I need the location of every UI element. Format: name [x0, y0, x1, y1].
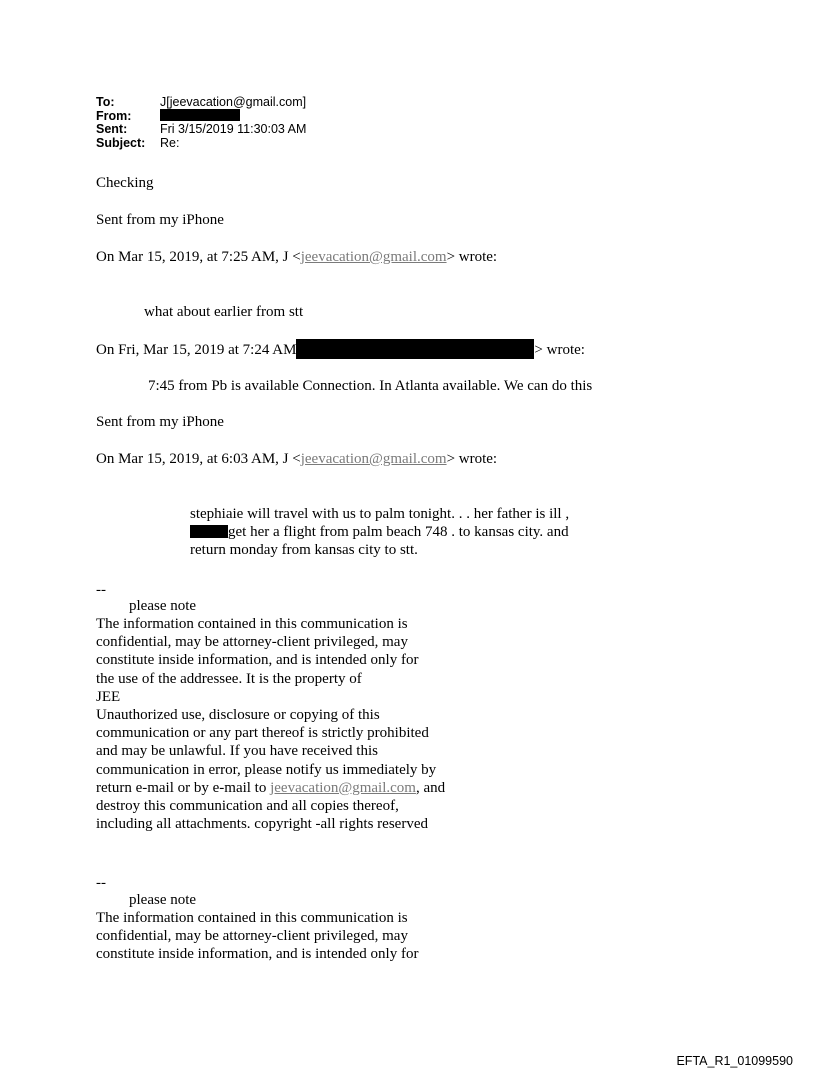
- quote1-prefix: On Mar 15, 2019, at 7:25 AM, J <: [96, 249, 301, 265]
- to-value: J[jeevacation@gmail.com]: [160, 95, 307, 109]
- email-line-suffix: , and: [415, 779, 446, 796]
- disclaimer-email-link[interactable]: jeevacation@gmail.com: [270, 779, 416, 796]
- disclaimer-2: [96, 909, 418, 964]
- disclaimer-line: confidential, may be attorney-client privileged, may: [96, 634, 408, 651]
- message-line-1: stephiaie will travel with us to palm tonight. . . her father is ill ,: [190, 506, 570, 522]
- disclaimer-line: JEE: [96, 688, 121, 705]
- disclaimer-line: constitute inside information, and is intended only for: [96, 946, 419, 963]
- checking-text: Checking: [96, 175, 154, 191]
- sent-value: Fri 3/15/2019 11:30:03 AM: [160, 122, 307, 136]
- subject-value: Re:: [160, 135, 180, 150]
- disclaimer-line: The information contained in this communication is: [96, 616, 408, 632]
- signature-separator-2: --: [96, 875, 106, 891]
- to-label: To:: [96, 95, 115, 109]
- sent-from-iphone-1: Sent from my iPhone: [96, 212, 224, 228]
- what-about-text: what about earlier from stt: [144, 304, 304, 320]
- redaction-box: [190, 525, 228, 538]
- disclaimer-line: the use of the addressee. It is the property of: [96, 670, 362, 687]
- sent-from-iphone-2: Sent from my iPhone: [96, 414, 224, 430]
- quote3-prefix: On Mar 15, 2019, at 6:03 AM, J <: [96, 451, 301, 467]
- quote-header-1: [96, 248, 497, 266]
- quote2-suffix: > wrote:: [534, 342, 585, 358]
- please-note-2: please note: [129, 892, 197, 908]
- signature-separator-1: --: [96, 582, 106, 598]
- from-label: From:: [96, 108, 132, 123]
- connection-text: 7:45 from Pb is available Connection. In Atlanta available. We can do this: [148, 378, 593, 394]
- disclaimer-line: Unauthorized use, disclosure or copying of this: [96, 706, 380, 723]
- disclaimer-line: destroy this communication and all copies thereof,: [96, 797, 399, 814]
- message-line-2: [190, 523, 569, 541]
- disclaimer-line: including all attachments. copyright -all rights reserved: [96, 816, 428, 833]
- quote-header-2: [96, 341, 585, 359]
- disclaimer-1: [96, 615, 445, 833]
- quote3-email-link[interactable]: jeevacation@gmail.com: [300, 451, 447, 467]
- disclaimer-line: communication or any part thereof is strictly prohibited: [96, 725, 429, 742]
- document-id: EFTA_R1_01099590: [676, 1054, 793, 1068]
- redaction-box: [160, 109, 240, 121]
- quote2-prefix: On Fri, Mar 15, 2019 at 7:24 AM: [96, 342, 297, 358]
- disclaimer-line: The information contained in this communication is: [96, 910, 408, 926]
- quote1-suffix: > wrote:: [446, 249, 498, 265]
- quote3-suffix: > wrote:: [446, 451, 498, 467]
- disclaimer-line: communication in error, please notify us immediately by: [96, 761, 437, 778]
- message-line-3: return monday from kansas city to stt.: [190, 542, 418, 559]
- redaction-box: [296, 339, 534, 359]
- subject-label: Subject:: [96, 135, 146, 150]
- email-line-prefix: return e-mail or by e-mail to: [96, 779, 271, 796]
- sent-label: Sent:: [96, 122, 128, 136]
- please-note-1: please note: [129, 598, 197, 614]
- disclaimer-line: constitute inside information, and is intended only for: [96, 652, 419, 669]
- disclaimer-email-line: [96, 779, 445, 797]
- message-line-2-text: get her a flight from palm beach 748 . to kansas city. and: [228, 524, 569, 541]
- quoted-message: [190, 505, 569, 560]
- quote1-email-link[interactable]: jeevacation@gmail.com: [300, 249, 447, 265]
- quote-header-3: [96, 450, 497, 468]
- disclaimer-line: confidential, may be attorney-client privileged, may: [96, 928, 408, 945]
- disclaimer-line: and may be unlawful. If you have received this: [96, 743, 378, 760]
